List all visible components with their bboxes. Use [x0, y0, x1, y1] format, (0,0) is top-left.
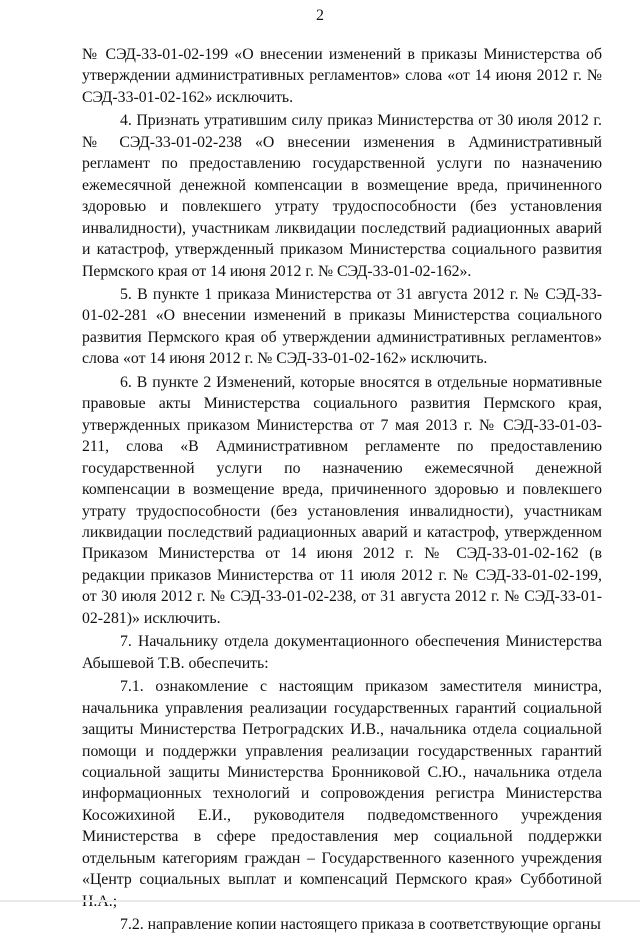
paragraph-item-4: 4. Признать утратившим силу приказ Министерства от 30 июля 2012 г. № СЭД-33-01-02-238 «О внесении изменения в Административный регламент по предоставлению государственной услуги по назначению ежемесячной денежной компенсации в возмещение вреда, причиненного здоровью и повлекшего утрату трудоспособности (без установления инвалидности), участникам ликвидации последствий радиационных аварий и катастроф, утвержденный приказом Министерства социального развития Пермского края от 14 июня 2012 г. № СЭД-33-01-02-162».: [82, 112, 602, 280]
document-body: [82, 44, 602, 936]
paragraph-item-7-2: 7.2. направление копии настоящего приказа в соответствующие органы: [120, 916, 601, 934]
paragraph-item-7: 7. Начальнику отдела документационного обеспечения Министерства Абышевой Т.В. обеспечить:: [82, 633, 602, 672]
paragraph-item-6: 6. В пункте 2 Изменений, которые вносятся в отдельные нормативные правовые акты Министерства социального развития Пермского края, утвержденных приказом Министерства от 7 мая 2013 г. № СЭД-33-01-03-211, слова «В Административном регламенте по предоставлению государственной услуги по назначению ежемесячной денежной компенсации в возмещение вреда, причиненного здоровью и повлекшего утрату трудоспособности (без установления инвалидности), участникам ликвидации последствий радиационных аварий и катастроф, утвержденном Приказом Министерства от 14 июня 2012 г. № СЭД-33-01-02-162 (в редакции приказов Министерства от 11 июля 2012 г. № СЭД-33-01-02-199, от 30 июля 2012 г. № СЭД-33-01-02-238, от 31 августа 2012 г. № СЭД-33-01-02-281)» исключить.: [82, 373, 602, 627]
paragraph-item-7-1: 7.1. ознакомление с настоящим приказом заместителя министра, начальника управления реализации государственных гарантий социальной защиты Министерства Петроградских И.В., начальника отдела социальной помощи и поддержки управления реализации государственных гарантий социальной защиты Министерства Бронниковой С.Ю., начальника отдела информационных технологий и сопровождения регистра Министерства Косожихиной Е.И., руководителя подведомственного учреждения Министерства в сфере предоставления мер социальной поддержки отдельным категориям граждан – Государственного казенного учреждения «Центр социальных выплат и компенсаций Пермского края» Субботиной: [82, 678, 602, 889]
page-number: 2: [316, 7, 324, 24]
page-bottom-edge: [0, 900, 640, 902]
paragraph-continuation: № СЭД-33-01-02-199 «О внесении изменений в приказы Министерства об утверждении административных регламентов» слова «от 14 июня 2012 г. № СЭД-33-01-02-162» исключить.: [82, 46, 602, 106]
paragraph-item-5: 5. В пункте 1 приказа Министерства от 31 августа 2012 г. № СЭД-33-01-02-281 «О внесении изменений в приказы Министерства социального развития Пермского края об утверждении административных регламентов» слова «от 14 июня 2012 г. № СЭД-33-01-02-162» исключить.: [82, 285, 602, 368]
